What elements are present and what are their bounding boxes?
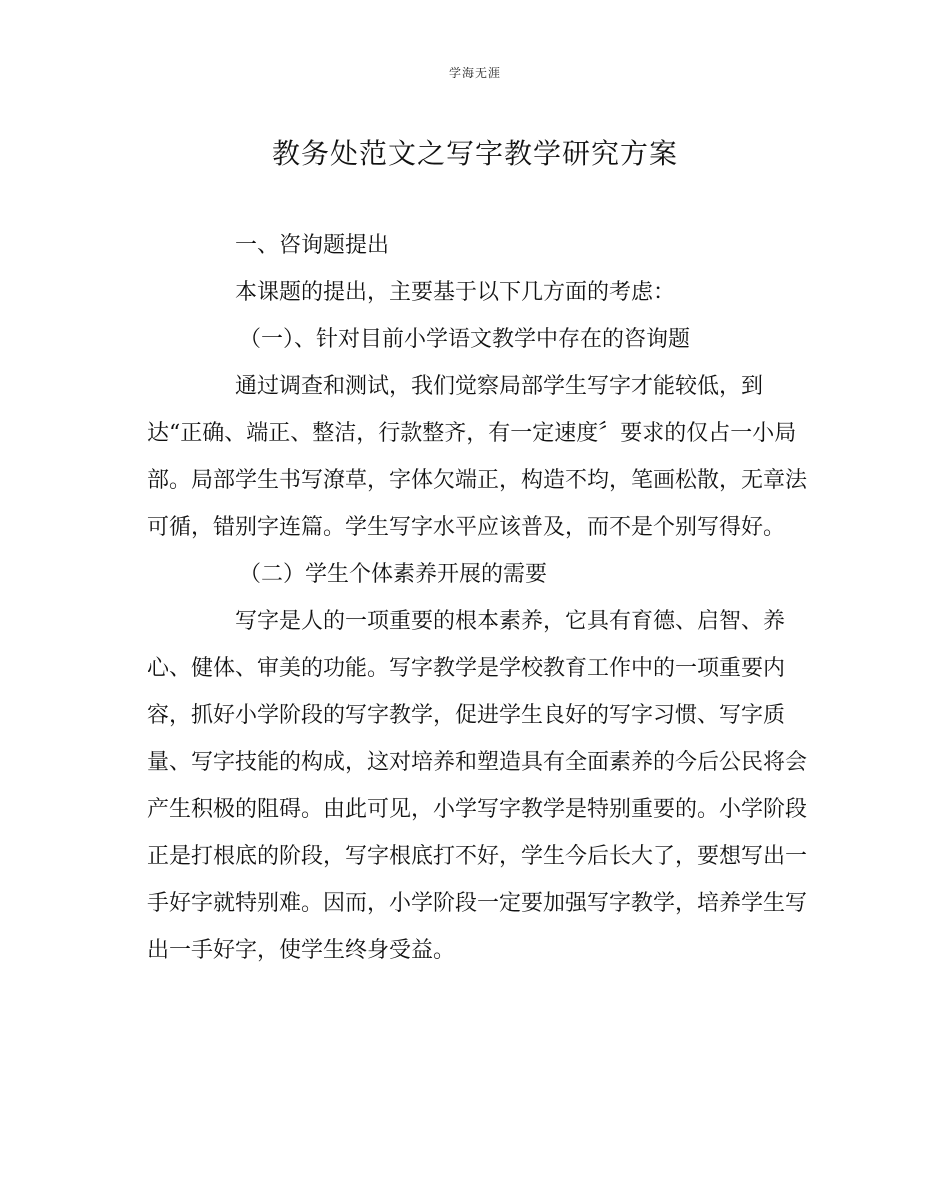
- paragraph-1-line: 部。局部学生书写潦草，字体欠端正，构造不均，笔画松散，无章法: [147, 468, 807, 493]
- paragraph-2-line: 容，抓好小学阶段的写字教学，促进学生良好的写字习惯、写字质: [147, 703, 786, 728]
- paragraph-1-line: 可循，错别字连篇。学生写字水平应该普及，而不是个别写得好。: [147, 515, 786, 540]
- subsection-heading-2: （二）学生个体素养开展的需要: [239, 562, 548, 587]
- subsection-heading-1: （一）、针对目前小学语文教学中存在的咨询题: [239, 327, 691, 352]
- paragraph-2-line: 心、健体、审美的功能。写字教学是学校教育工作中的一项重要内: [147, 656, 786, 681]
- paragraph-2-line: 正是打根底的阶段，写字根底打不好，学生今后长大了，要想写出一: [147, 844, 807, 869]
- paragraph-2-line: 产生积极的阻碍。由此可见，小学写字教学是特别重要的。小学阶段: [147, 797, 807, 822]
- document-body: [147, 222, 807, 974]
- paragraph-2-line: 写字是人的一项重要的根本素养，它具有育德、启智、养: [235, 609, 786, 634]
- paragraph-1-line: 通过调查和测试，我们觉察局部学生写字才能较低，到: [235, 374, 764, 399]
- intro-line: 本课题的提出，主要基于以下几方面的考虑：: [235, 280, 676, 305]
- paragraph-2-line: 量、写字技能的构成，这对培养和塑造具有全面素养的今后公民将会: [147, 750, 807, 775]
- paragraph-2-line: 手好字就特别难。因而，小学阶段一定要加强写字教学，培养学生写: [147, 891, 807, 916]
- paragraph-2-line: 出一手好字，使学生终身受益。: [147, 938, 456, 963]
- document-title: 教务处范文之写字教学研究方案: [271, 137, 678, 170]
- section-heading: 一、咨询题提出: [235, 233, 390, 258]
- page-header: 学海无涯: [448, 66, 501, 80]
- paragraph-1-line: 达“正确、端正、整洁，行款整齐，有一定速度〞要求的仅占一小局: [147, 421, 797, 446]
